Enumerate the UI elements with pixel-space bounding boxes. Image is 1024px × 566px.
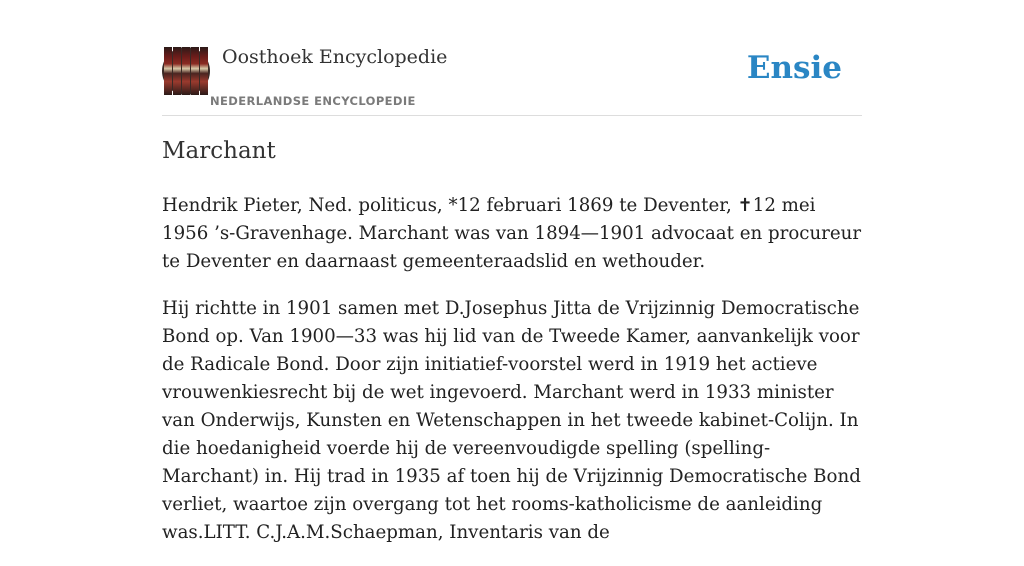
article-paragraph: Hendrik Pieter, Ned. politicus, *12 februari 1869 te Deventer, ✝12 mei 1956 ’s-Gravenhage. Marchant was van 1894—1901 advocaat en procureur te Deventer en daarnaast gemeenteraadslid en wethouder. bbox=[162, 195, 862, 272]
site-subtitle: NEDERLANDSE ENCYCLOPEDIE bbox=[210, 94, 416, 108]
site-name-link[interactable]: Oosthoek Encyclopedie bbox=[222, 46, 448, 68]
article-body bbox=[162, 192, 862, 566]
article-paragraph: Hij richtte in 1901 samen met D.Josephus Jitta de Vrijzinnig Democratische Bond op. Van 1900—33 was hij lid van de Tweede Kamer, aanvankelijk voor de Radicale Bond. Door zijn initiatief-voorstel werd in 1919 het actieve vrouwenkiesrecht bij de wet ingevoerd. Marchant werd in 1933 minister van Onderwijs, Kunsten en Wetenschappen in het tweede kabinet-Colijn. In die hoedanigheid voerde hij de vereenvoudigde spelling (spelling-Marchant) in. Hij trad in 1935 af toen hij de Vrijzinnig Democratische Bond verliet, waartoe zijn overgang tot het rooms-katholicisme de aanleiding was.LITT. C.J.A.M.Schaepman, Inventaris van de bbox=[162, 298, 861, 543]
ensie-brand-link[interactable]: Ensie bbox=[746, 50, 842, 86]
encyclopedia-logo[interactable] bbox=[162, 47, 210, 95]
site-header bbox=[162, 40, 862, 116]
article-title: Marchant bbox=[162, 138, 276, 164]
